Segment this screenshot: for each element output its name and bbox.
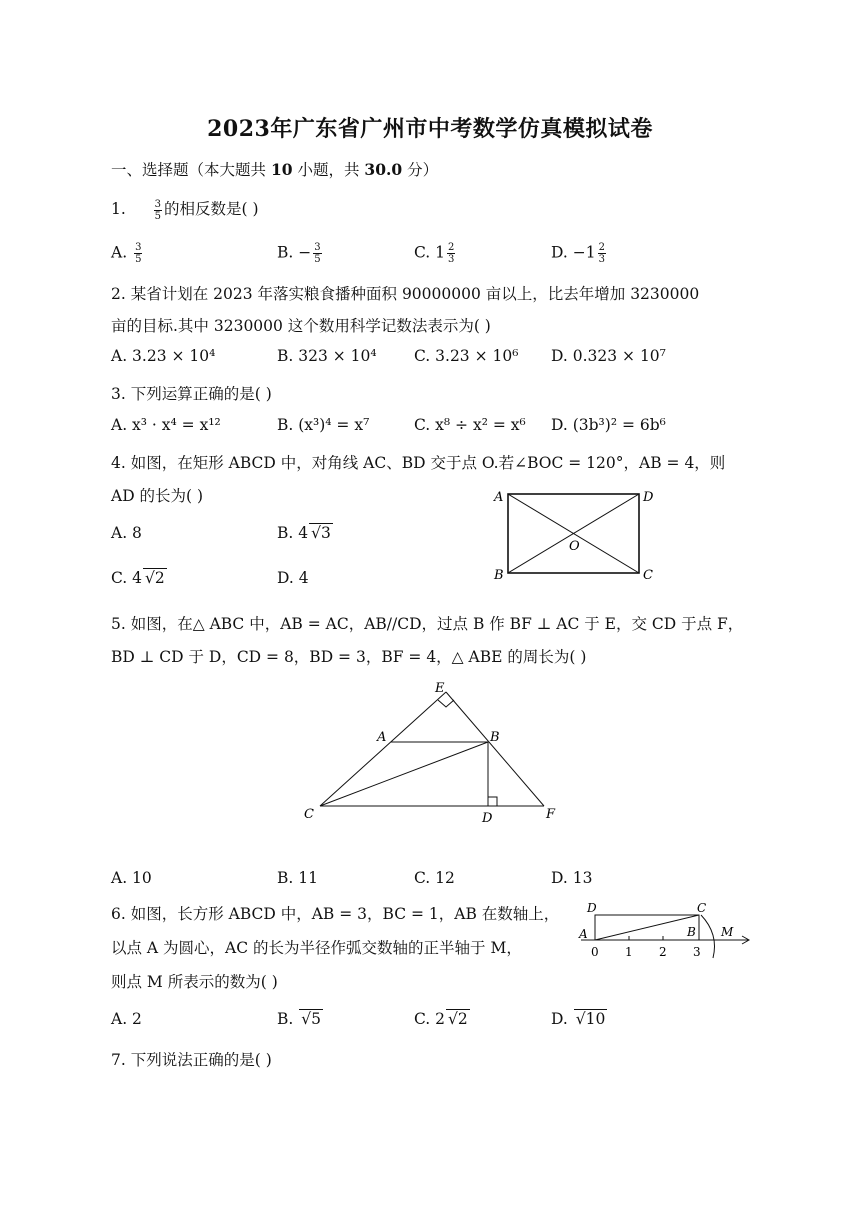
section-mid: 小题，共 [297, 161, 360, 179]
q3-option-c: C. x⁸ ÷ x² = x⁶ [414, 416, 526, 434]
q2-line-2: 亩的目标.其中 3230000 这个数用科学记数法表示为( ) [111, 317, 491, 335]
q5-label-c: C [304, 807, 314, 822]
q6-line-1: 6. 如图，长方形 ABCD 中，AB = 3，BC = 1，AB 在数轴上， [111, 905, 560, 923]
q6-number-line-figure [573, 898, 755, 964]
q4-label-c: C [643, 568, 653, 583]
q5-triangle-figure [296, 676, 566, 828]
q5-line-2: BD ⊥ CD 于 D，CD = 8，BD = 3，BF = 4，△ ABE 的周长为( ) [111, 648, 587, 666]
q3-option-b: B. (x³)⁴ = x⁷ [277, 416, 370, 434]
q6-option-a: A. 2 [111, 1010, 142, 1028]
section-count: 10 [270, 160, 293, 179]
q4-label-b: B [494, 568, 504, 583]
q1-number: 1. [111, 200, 126, 218]
q5-option-a: A. 10 [111, 869, 152, 887]
q2-option-d: D. 0.323 × 10⁷ [551, 347, 666, 365]
q4-label-d: D [643, 490, 654, 505]
q5-label-e: E [435, 681, 445, 696]
q1-fraction: $\frac{3}{5}$ [154, 198, 162, 222]
q3-option-a: A. x³ · x⁴ = x¹² [111, 416, 221, 434]
q4-option-d: D. 4 [277, 569, 309, 587]
q6-tick-3: 3 [693, 945, 701, 959]
q2-option-b: B. 323 × 10⁴ [277, 347, 377, 365]
q5-label-d: D [482, 811, 493, 826]
q4-option-c: C. 4 √2 [111, 569, 165, 587]
q4-option-a: A. 8 [111, 524, 142, 542]
q1-option-b: B. − $\frac{3}{5}$ [277, 242, 321, 265]
q2-option-a: A. 3.23 × 10⁴ [111, 347, 216, 365]
q4-line-2: AD 的长为( ) [111, 487, 204, 505]
q5-label-f: F [546, 807, 556, 822]
q6-line-2: 以点 A 为圆心，AC 的长为半径作弧交数轴的正半轴于 M， [111, 939, 522, 957]
q1-option-a: A. $\frac{3}{5}$ [111, 242, 142, 265]
q6-option-c: C. 2 √2 [414, 1010, 468, 1028]
page-title: 2023年广东省广州市中考数学仿真模拟试卷 [207, 116, 653, 142]
q5-line-1: 5. 如图，在△ ABC 中，AB = AC，AB//CD，过点 B 作 BF ⊥ AC 于 E，交 CD 于点 F， [111, 615, 744, 633]
q1-option-d: D. −1 $\frac{2}{3}$ [551, 242, 605, 265]
q6-label-b: B [687, 925, 696, 939]
q4-rectangle-figure [488, 484, 663, 584]
q4-option-b: B. 4 √3 [277, 524, 331, 542]
q6-option-d: D. √10 [551, 1010, 606, 1028]
q6-label-c: C [697, 901, 707, 915]
q5-option-c: C. 12 [414, 869, 455, 887]
q3-text: 3. 下列运算正确的是( ) [111, 385, 272, 403]
question-1 [111, 197, 259, 222]
q6-label-m: M [721, 925, 734, 939]
section-score: 30.0 [364, 160, 403, 179]
q6-label-a: A [579, 927, 588, 941]
q1-option-c: C. 1 $\frac{2}{3}$ [414, 242, 455, 265]
q4-label-a: A [494, 490, 504, 505]
q1-text: 的相反数是( ) [164, 200, 259, 218]
q5-option-b: B. 11 [277, 869, 318, 887]
q6-label-d: D [587, 901, 597, 915]
q3-option-d: D. (3b³)² = 6b⁶ [551, 416, 666, 434]
q4-label-o: O [569, 539, 580, 554]
q6-line-3: 则点 M 所表示的数为( ) [111, 973, 278, 991]
section-suffix: 分） [407, 161, 439, 179]
q7-text: 7. 下列说法正确的是( ) [111, 1051, 272, 1069]
q6-option-b: B. √5 [277, 1010, 322, 1028]
section-header [111, 158, 438, 180]
q6-tick-1: 1 [625, 945, 633, 959]
q5-label-a: A [377, 730, 387, 745]
q6-tick-0: 0 [591, 945, 599, 959]
section-prefix: 一、选择题（本大题共 [111, 161, 267, 179]
q2-line-1: 2. 某省计划在 2023 年落实粮食播种面积 90000000 亩以上，比去年增加 3230000 [111, 285, 700, 303]
q2-option-c: C. 3.23 × 10⁶ [414, 347, 519, 365]
q5-option-d: D. 13 [551, 869, 593, 887]
q5-label-b: B [490, 730, 500, 745]
q6-tick-2: 2 [659, 945, 667, 959]
q4-line-1: 4. 如图，在矩形 ABCD 中，对角线 AC、BD 交于点 O.若∠BOC = 120°，AB = 4，则 [111, 454, 726, 472]
